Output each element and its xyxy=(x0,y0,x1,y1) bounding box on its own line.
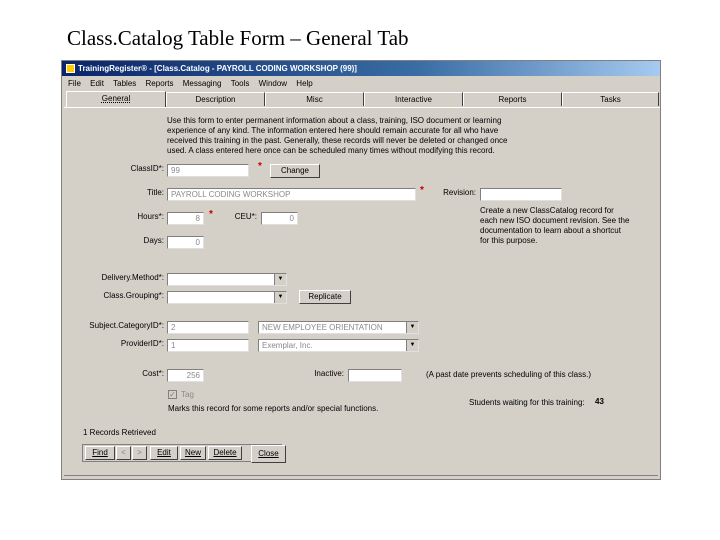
tab-misc[interactable]: Misc xyxy=(265,92,364,106)
tab-description[interactable]: Description xyxy=(166,92,265,106)
menu-window[interactable]: Window xyxy=(258,79,288,88)
revision-label: Revision: xyxy=(443,188,476,197)
intro-text: Use this form to enter permanent information about a class, training, ISO document or learning experience of any kind. The information entered here should remain accurate for all who have received this training in the past. Generally, these records will never be deleted or changed once used. A class entered here once can be scheduled many times without modifying this record. xyxy=(167,116,508,155)
provider-select[interactable]: Exemplar, Inc. ▼ xyxy=(258,339,419,352)
class-grouping-select[interactable] xyxy=(167,291,287,304)
hours-field[interactable]: 8 xyxy=(167,212,204,225)
required-mark: * xyxy=(209,209,213,220)
hours-label: Hours*: xyxy=(137,212,164,221)
app-icon xyxy=(66,64,75,73)
delivery-method-label: Delivery.Method*: xyxy=(101,273,164,282)
classid-field[interactable]: 99 xyxy=(167,164,249,177)
days-field[interactable]: 0 xyxy=(167,236,204,249)
students-waiting-label: Students waiting for this training: xyxy=(469,398,585,407)
records-status: 1 Records Retrieved xyxy=(83,428,156,437)
subject-category-select[interactable]: NEW EMPLOYEE ORIENTATION ▼ xyxy=(258,321,419,334)
menu-tools[interactable]: Tools xyxy=(230,79,250,88)
divider xyxy=(64,475,658,476)
tab-interactive[interactable]: Interactive xyxy=(364,92,463,106)
students-waiting-count: 43 xyxy=(595,397,604,406)
tab-tasks[interactable]: Tasks xyxy=(562,92,659,106)
cost-label: Cost*: xyxy=(142,369,164,378)
general-panel xyxy=(64,107,658,473)
menu-reports[interactable]: Reports xyxy=(145,79,174,88)
inactive-field[interactable] xyxy=(348,369,402,382)
chevron-down-icon[interactable]: ▼ xyxy=(274,274,286,285)
revision-field[interactable] xyxy=(480,188,562,201)
subject-category-id-field[interactable]: 2 xyxy=(167,321,249,334)
previous-button[interactable]: < xyxy=(116,446,131,460)
title-field[interactable]: PAYROLL CODING WORKSHOP xyxy=(167,188,416,201)
tab-strip xyxy=(64,92,660,108)
next-button[interactable]: > xyxy=(132,446,147,460)
title-bar[interactable] xyxy=(62,61,660,76)
tab-general[interactable]: General xyxy=(66,91,166,107)
tag-label: Tag xyxy=(181,390,194,399)
classid-label: ClassID*: xyxy=(130,164,164,173)
menu-messaging[interactable]: Messaging xyxy=(182,79,222,88)
menu-help[interactable]: Help xyxy=(296,79,313,88)
menu-bar xyxy=(62,76,660,91)
chevron-down-icon[interactable]: ▼ xyxy=(274,292,286,303)
ceu-field[interactable]: 0 xyxy=(261,212,298,225)
edit-button[interactable]: Edit xyxy=(150,446,178,460)
menu-file[interactable]: File xyxy=(68,79,81,88)
subject-category-label: Subject.CategoryID*: xyxy=(89,321,164,330)
change-button[interactable]: Change xyxy=(270,164,320,178)
chevron-down-icon[interactable]: ▼ xyxy=(406,340,418,351)
tab-reports[interactable]: Reports xyxy=(463,92,562,106)
delete-button[interactable]: Delete xyxy=(208,446,242,460)
title-label: Title: xyxy=(146,188,164,197)
menu-tables[interactable]: Tables xyxy=(113,79,137,88)
menu-edit[interactable]: Edit xyxy=(90,79,104,88)
close-button[interactable]: Close xyxy=(251,445,286,463)
class-grouping-label: Class.Grouping*: xyxy=(103,291,164,300)
cost-field[interactable]: 256 xyxy=(167,369,204,382)
slide-title: Class.Catalog Table Form – General Tab xyxy=(67,26,409,50)
required-mark: * xyxy=(258,161,262,172)
delivery-method-select[interactable] xyxy=(167,273,287,286)
new-button[interactable]: New xyxy=(180,446,206,460)
tag-checkbox[interactable]: ✓ xyxy=(169,390,176,399)
chevron-down-icon[interactable]: ▼ xyxy=(406,322,418,333)
ceu-label: CEU*: xyxy=(234,212,257,221)
inactive-note: (A past date prevents scheduling of this class.) xyxy=(426,370,591,379)
inactive-label: Inactive: xyxy=(314,369,344,378)
provider-label: ProviderID*: xyxy=(120,339,164,348)
tag-note: Marks this record for some reports and/or special functions. xyxy=(168,404,379,413)
days-label: Days: xyxy=(143,236,164,245)
app-window xyxy=(61,60,661,480)
replicate-button[interactable]: Replicate xyxy=(299,290,351,304)
window-title: TrainingRegister® - [Class.Catalog - PAYROLL CODING WORKSHOP (99)] xyxy=(78,64,357,73)
revision-note: Create a new ClassCatalog record for each new ISO document revision. See the documentation to learn about a shortcut for this purpose. xyxy=(480,206,630,245)
provider-id-field[interactable]: 1 xyxy=(167,339,249,352)
find-button[interactable]: Find xyxy=(85,446,115,460)
required-mark: * xyxy=(420,185,424,196)
